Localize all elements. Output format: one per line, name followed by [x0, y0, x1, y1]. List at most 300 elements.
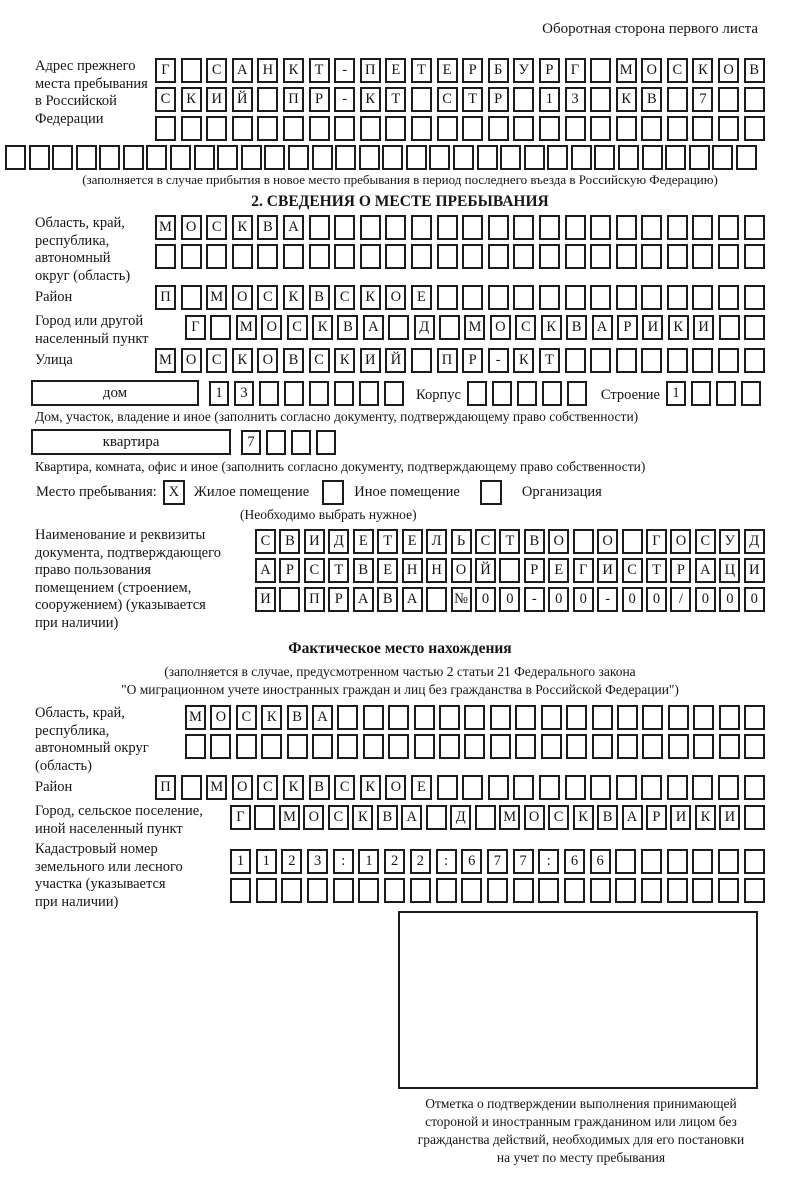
char-cell: - [597, 587, 618, 612]
char-cell [594, 145, 615, 170]
char-cell: С [257, 285, 278, 310]
char-cell [513, 878, 534, 903]
char-cell [590, 285, 611, 310]
char-cell [334, 215, 355, 240]
char-cell [181, 244, 202, 269]
char-cell: В [641, 87, 662, 112]
char-cell: А [695, 558, 716, 583]
char-cell: Д [414, 315, 435, 340]
char-cell [437, 244, 458, 269]
stamp-caption: Отметка о подтверждении выполнения принимающей стороной и иностранным гражданином или лицом без гражданства действий, необходимых для его постановки на учет по месту пребывания [417, 1096, 745, 1165]
char-cell [744, 849, 765, 874]
char-cell: К [283, 58, 304, 83]
char-cell [264, 145, 285, 170]
char-cell: А [255, 558, 276, 583]
char-cell: - [524, 587, 545, 612]
char-cell: П [304, 587, 325, 612]
document-field [0, 527, 800, 632]
char-cell [693, 705, 714, 730]
char-cell [565, 244, 586, 269]
char-cell: - [334, 87, 355, 112]
char-cell [337, 734, 358, 759]
city-label: Город или другой населенный пункт [35, 313, 149, 347]
char-cell [411, 215, 432, 240]
char-cell: 7 [487, 849, 508, 874]
cell-row [155, 87, 765, 112]
char-cell [565, 116, 586, 141]
char-cell: О [385, 285, 406, 310]
char-cell: В [309, 285, 330, 310]
cell-row [155, 775, 765, 800]
char-cell: - [488, 348, 509, 373]
char-cell: О [210, 705, 231, 730]
building-label: Корпус [416, 386, 461, 403]
char-cell [453, 145, 474, 170]
char-cell [744, 116, 765, 141]
char-cell: 0 [475, 587, 496, 612]
char-cell [490, 705, 511, 730]
char-cell [358, 878, 379, 903]
cadastre-grid [230, 849, 765, 903]
char-cell [52, 145, 73, 170]
cell-row [155, 215, 765, 240]
char-cell [439, 315, 460, 340]
char-cell: Е [548, 558, 569, 583]
char-cell [693, 734, 714, 759]
char-cell: 1 [209, 381, 229, 406]
char-cell [741, 381, 761, 406]
char-cell: О [181, 348, 202, 373]
char-cell [692, 116, 713, 141]
char-cell: Р [279, 558, 300, 583]
char-cell [360, 215, 381, 240]
char-cell [181, 775, 202, 800]
char-cell: О [641, 58, 662, 83]
char-cell [668, 734, 689, 759]
actual-district-field [0, 775, 800, 800]
char-cell [388, 734, 409, 759]
char-cell: Н [257, 58, 278, 83]
char-cell: Т [377, 529, 398, 554]
char-cell: Ц [719, 558, 740, 583]
char-cell [616, 244, 637, 269]
char-cell [539, 116, 560, 141]
house-row [0, 380, 800, 406]
char-cell [616, 285, 637, 310]
char-cell [616, 116, 637, 141]
char-cell: С [334, 775, 355, 800]
char-cell: С [515, 315, 536, 340]
char-cell [718, 244, 739, 269]
char-cell: 1 [230, 849, 251, 874]
char-cell: О [451, 558, 472, 583]
char-cell: Е [411, 775, 432, 800]
char-cell [155, 244, 176, 269]
char-cell: А [402, 587, 423, 612]
char-cell: А [283, 215, 304, 240]
char-cell [744, 705, 765, 730]
char-cell: И [304, 529, 325, 554]
char-cell: К [232, 348, 253, 373]
char-cell: К [360, 285, 381, 310]
structure-label: Строение [600, 386, 660, 403]
char-cell: В [353, 558, 374, 583]
char-cell: Ь [451, 529, 472, 554]
char-cell [487, 878, 508, 903]
char-cell [426, 805, 447, 830]
char-cell [641, 775, 662, 800]
char-cell: О [257, 348, 278, 373]
char-cell: К [283, 775, 304, 800]
char-cell: В [566, 315, 587, 340]
char-cell: М [279, 805, 300, 830]
char-cell: И [719, 805, 740, 830]
char-cell: К [668, 315, 689, 340]
char-cell [541, 734, 562, 759]
char-cell [316, 430, 336, 455]
char-cell: М [185, 705, 206, 730]
char-cell: 0 [695, 587, 716, 612]
char-cell [406, 145, 427, 170]
char-cell: И [744, 558, 765, 583]
actual-region-grid [185, 705, 765, 759]
char-cell: 0 [499, 587, 520, 612]
char-cell: М [616, 58, 637, 83]
char-cell [641, 285, 662, 310]
char-cell: 1 [666, 381, 686, 406]
city-field [0, 313, 800, 348]
char-cell: О [261, 315, 282, 340]
char-cell: У [719, 529, 740, 554]
char-cell [437, 116, 458, 141]
char-cell [744, 878, 765, 903]
char-cell: Е [353, 529, 374, 554]
cell-row [230, 878, 765, 903]
char-cell: 0 [548, 587, 569, 612]
cadastre-label: Кадастровый номер земельного или лесного участка (указывается при наличии) [35, 841, 183, 910]
char-cell [384, 381, 404, 406]
char-cell: С [206, 348, 227, 373]
char-cell [692, 215, 713, 240]
char-cell: 1 [358, 849, 379, 874]
char-cell: : [436, 849, 457, 874]
char-cell: И [255, 587, 276, 612]
char-cell: Р [309, 87, 330, 112]
char-cell [667, 87, 688, 112]
char-cell [388, 705, 409, 730]
char-cell [385, 116, 406, 141]
char-cell [76, 145, 97, 170]
char-cell: Д [744, 529, 765, 554]
char-cell: С [475, 529, 496, 554]
char-cell: К [232, 215, 253, 240]
char-cell: Е [437, 58, 458, 83]
char-cell [573, 529, 594, 554]
char-cell [744, 348, 765, 373]
char-cell [363, 734, 384, 759]
char-cell [641, 244, 662, 269]
char-cell: И [693, 315, 714, 340]
char-cell [736, 145, 757, 170]
structure-cells [666, 381, 761, 406]
char-cell [744, 805, 765, 830]
char-cell [492, 381, 512, 406]
char-cell: С [328, 805, 349, 830]
char-cell: Г [230, 805, 251, 830]
char-cell [692, 244, 713, 269]
checkbox-organization [480, 480, 502, 505]
char-cell: К [360, 775, 381, 800]
char-cell: 6 [590, 849, 611, 874]
char-cell: Д [450, 805, 471, 830]
char-cell: В [377, 805, 398, 830]
cell-row [255, 529, 765, 554]
char-cell: В [287, 705, 308, 730]
option-organization-label: Организация [521, 484, 602, 500]
char-cell [257, 244, 278, 269]
char-cell: С [206, 58, 227, 83]
cell-row [155, 285, 765, 310]
char-cell: Е [377, 558, 398, 583]
char-cell [334, 381, 354, 406]
document-grid [255, 529, 765, 612]
char-cell: Т [411, 58, 432, 83]
char-cell: П [283, 87, 304, 112]
char-cell [414, 705, 435, 730]
actual-city-label: Город, сельское поселение, иной населенный пункт [35, 803, 203, 837]
char-cell: И [642, 315, 663, 340]
char-cell [641, 215, 662, 240]
actual-location-title: Фактическое место нахождения [288, 640, 512, 657]
char-cell: 1 [256, 849, 277, 874]
char-cell [667, 348, 688, 373]
char-cell [488, 215, 509, 240]
char-cell [539, 215, 560, 240]
char-cell: А [592, 315, 613, 340]
char-cell: М [464, 315, 485, 340]
char-cell: 2 [410, 849, 431, 874]
char-cell [571, 145, 592, 170]
char-cell [99, 145, 120, 170]
char-cell [181, 58, 202, 83]
char-cell [283, 116, 304, 141]
char-cell [123, 145, 144, 170]
cell-row [185, 705, 765, 730]
char-cell [236, 734, 257, 759]
char-cell [513, 116, 534, 141]
char-cell: П [360, 58, 381, 83]
char-cell [642, 734, 663, 759]
cell-row-full-width [5, 145, 757, 170]
char-cell: П [437, 348, 458, 373]
char-cell [565, 775, 586, 800]
char-cell: А [622, 805, 643, 830]
char-cell [490, 734, 511, 759]
char-cell [359, 145, 380, 170]
char-cell: К [334, 348, 355, 373]
char-cell: В [283, 348, 304, 373]
char-cell [622, 529, 643, 554]
char-cell [692, 849, 713, 874]
char-cell: В [377, 587, 398, 612]
char-cell: К [513, 348, 534, 373]
char-cell [288, 145, 309, 170]
building-cells [467, 381, 587, 406]
char-cell: С [304, 558, 325, 583]
char-cell [719, 734, 740, 759]
char-cell: В [524, 529, 545, 554]
char-cell [718, 348, 739, 373]
cell-row [230, 849, 765, 874]
cell-row [185, 734, 765, 759]
char-cell [309, 215, 330, 240]
char-cell: 3 [234, 381, 254, 406]
char-cell: Т [499, 529, 520, 554]
char-cell [429, 145, 450, 170]
char-cell [439, 705, 460, 730]
cadastre-field [0, 841, 800, 911]
char-cell: О [718, 58, 739, 83]
char-cell [692, 285, 713, 310]
char-cell: К [352, 805, 373, 830]
char-cell: Й [232, 87, 253, 112]
char-cell [538, 878, 559, 903]
apartment-caption: Квартира, комната, офис и иное (заполнить согласно документу, подтверждающему право собственности) [35, 459, 646, 474]
char-cell [689, 145, 710, 170]
char-cell [616, 775, 637, 800]
char-cell: № [451, 587, 472, 612]
char-cell [667, 775, 688, 800]
char-cell [210, 315, 231, 340]
char-cell [309, 244, 330, 269]
char-cell: К [360, 87, 381, 112]
char-cell [256, 878, 277, 903]
char-cell [665, 145, 686, 170]
char-cell [210, 734, 231, 759]
char-cell [334, 116, 355, 141]
char-cell: А [363, 315, 384, 340]
char-cell [382, 145, 403, 170]
char-cell: 0 [622, 587, 643, 612]
char-cell [744, 244, 765, 269]
char-cell [592, 734, 613, 759]
char-cell [388, 315, 409, 340]
char-cell [744, 315, 765, 340]
char-cell [692, 878, 713, 903]
char-cell: Р [488, 87, 509, 112]
char-cell: Р [462, 58, 483, 83]
char-cell [513, 215, 534, 240]
char-cell [641, 348, 662, 373]
char-cell: Р [670, 558, 691, 583]
char-cell: 0 [719, 587, 740, 612]
char-cell: К [692, 58, 713, 83]
char-cell [744, 215, 765, 240]
char-cell: К [616, 87, 637, 112]
char-cell [254, 805, 275, 830]
char-cell: С [309, 348, 330, 373]
char-cell [206, 244, 227, 269]
char-cell [744, 285, 765, 310]
char-cell: И [206, 87, 227, 112]
char-cell: М [206, 775, 227, 800]
char-cell [541, 705, 562, 730]
char-cell [232, 244, 253, 269]
char-cell: Р [617, 315, 638, 340]
page-side-note: Оборотная сторона первого листа [542, 21, 758, 37]
char-cell [564, 878, 585, 903]
char-cell: С [236, 705, 257, 730]
char-cell [206, 116, 227, 141]
char-cell [334, 244, 355, 269]
char-cell: 3 [565, 87, 586, 112]
actual-region-label: Область, край, республика, автономный округ (область) [35, 705, 149, 774]
char-cell: Л [426, 529, 447, 554]
region-field [0, 215, 800, 285]
confirmation-stamp-box [398, 911, 758, 1089]
char-cell [335, 145, 356, 170]
char-cell [617, 734, 638, 759]
char-cell [616, 348, 637, 373]
char-cell: Т [539, 348, 560, 373]
document-label: Наименование и реквизиты документа, подтверждающего право пользования помещением (строением, сооружением) (указывается при наличии) [35, 527, 221, 631]
char-cell: К [283, 285, 304, 310]
house-type-box: дом [31, 380, 199, 406]
char-cell: Г [155, 58, 176, 83]
char-cell: О [548, 529, 569, 554]
char-cell: С [622, 558, 643, 583]
apartment-type-box: квартира [31, 429, 231, 455]
char-cell [411, 87, 432, 112]
char-cell: Г [565, 58, 586, 83]
cell-row [155, 348, 765, 373]
char-cell [539, 244, 560, 269]
char-cell: С [548, 805, 569, 830]
char-cell: В [337, 315, 358, 340]
street-field [0, 348, 800, 373]
char-cell: Т [462, 87, 483, 112]
char-cell [437, 285, 458, 310]
char-cell: К [261, 705, 282, 730]
char-cell: 0 [744, 587, 765, 612]
char-cell: А [401, 805, 422, 830]
char-cell [641, 878, 662, 903]
char-cell [547, 145, 568, 170]
char-cell [467, 381, 487, 406]
char-cell: Т [646, 558, 667, 583]
char-cell [691, 381, 711, 406]
char-cell: С [257, 775, 278, 800]
char-cell: М [206, 285, 227, 310]
char-cell [462, 285, 483, 310]
char-cell [566, 734, 587, 759]
char-cell: Е [411, 285, 432, 310]
char-cell [719, 705, 740, 730]
char-cell [241, 145, 262, 170]
char-cell: 6 [564, 849, 585, 874]
char-cell: В [257, 215, 278, 240]
char-cell: И [670, 805, 691, 830]
char-cell [307, 878, 328, 903]
char-cell [744, 775, 765, 800]
option-other-premises-label: Иное помещение [354, 484, 460, 500]
char-cell: О [597, 529, 618, 554]
char-cell [667, 285, 688, 310]
char-cell [146, 145, 167, 170]
char-cell: 7 [241, 430, 261, 455]
char-cell: А [312, 705, 333, 730]
cell-row [155, 244, 765, 269]
